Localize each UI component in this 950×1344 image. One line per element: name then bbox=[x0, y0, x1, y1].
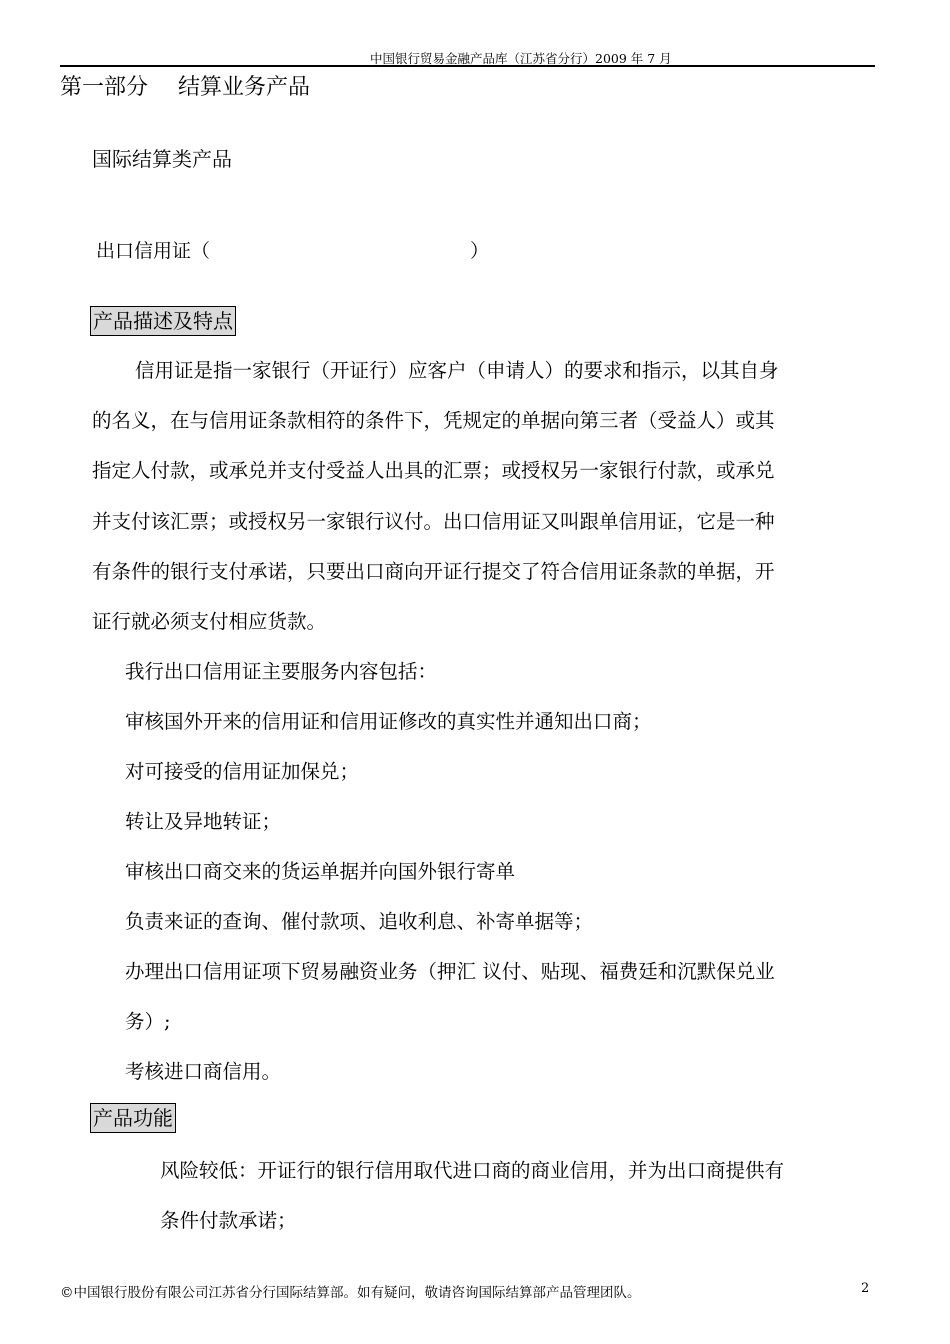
part-name: 结算业务产品 bbox=[178, 75, 311, 100]
product-name-open: 出口信用证（ bbox=[96, 240, 211, 262]
description-line: 信用证是指一家银行（开证行）应客户（申请人）的要求和指示，以其自身 bbox=[135, 359, 779, 382]
service-item: 办理出口信用证项下贸易融资业务（押汇 议付、贴现、福费廷和沉默保兑业 bbox=[125, 960, 775, 983]
service-item: 审核出口商交来的货运单据并向国外银行寄单 bbox=[125, 860, 516, 883]
service-item: 审核国外开来的信用证和信用证修改的真实性并通知出口商； bbox=[125, 710, 652, 733]
function-heading: 产品功能 bbox=[90, 1103, 176, 1133]
section-title: 国际结算类产品 bbox=[92, 147, 232, 171]
product-title bbox=[96, 236, 489, 263]
description-line: 并支付该汇票；或授权另一家银行议付。出口信用证又叫跟单信用证，它是一种 bbox=[92, 510, 775, 533]
service-item: 负责来证的查询、催付款项、追收利息、补寄单据等； bbox=[125, 910, 594, 933]
service-item: 考核进口商信用。 bbox=[125, 1060, 282, 1083]
description-line: 指定人付款，或承兑并支付受益人出具的汇票；或授权另一家银行付款，或承兑 bbox=[92, 459, 775, 482]
product-name-close: ） bbox=[470, 240, 490, 262]
function-line: 条件付款承诺； bbox=[160, 1209, 297, 1232]
description-line: 的名义，在与信用证条款相符的条件下，凭规定的单据向第三者（受益人）或其 bbox=[92, 409, 775, 432]
service-item: 转让及异地转证； bbox=[125, 810, 282, 833]
part-number: 第一部分 bbox=[60, 75, 149, 100]
services-intro: 我行出口信用证主要服务内容包括： bbox=[125, 660, 438, 683]
page-number: 2 bbox=[861, 1281, 870, 1296]
description-line: 有条件的银行支付承诺，只要出口商向开证行提交了符合信用证条款的单据，开 bbox=[92, 560, 775, 583]
function-line: 风险较低：开证行的银行信用取代进口商的商业信用，并为出口商提供有 bbox=[160, 1159, 785, 1182]
service-item: 务）; bbox=[125, 1010, 171, 1033]
part-title bbox=[60, 70, 310, 101]
description-line: 证行就必须支付相应货款。 bbox=[92, 610, 327, 633]
service-item: 对可接受的信用证加保兑； bbox=[125, 760, 360, 783]
description-heading: 产品描述及特点 bbox=[90, 306, 236, 336]
footer-note: ©中国银行股份有限公司江苏省分行国际结算部。如有疑问，敬请咨询国际结算部产品管理团队。 bbox=[60, 1285, 641, 1301]
running-header: 中国银行贸易金融产品库（江苏省分行）2009 年 7 月 bbox=[370, 51, 672, 66]
header-rule bbox=[60, 65, 875, 67]
